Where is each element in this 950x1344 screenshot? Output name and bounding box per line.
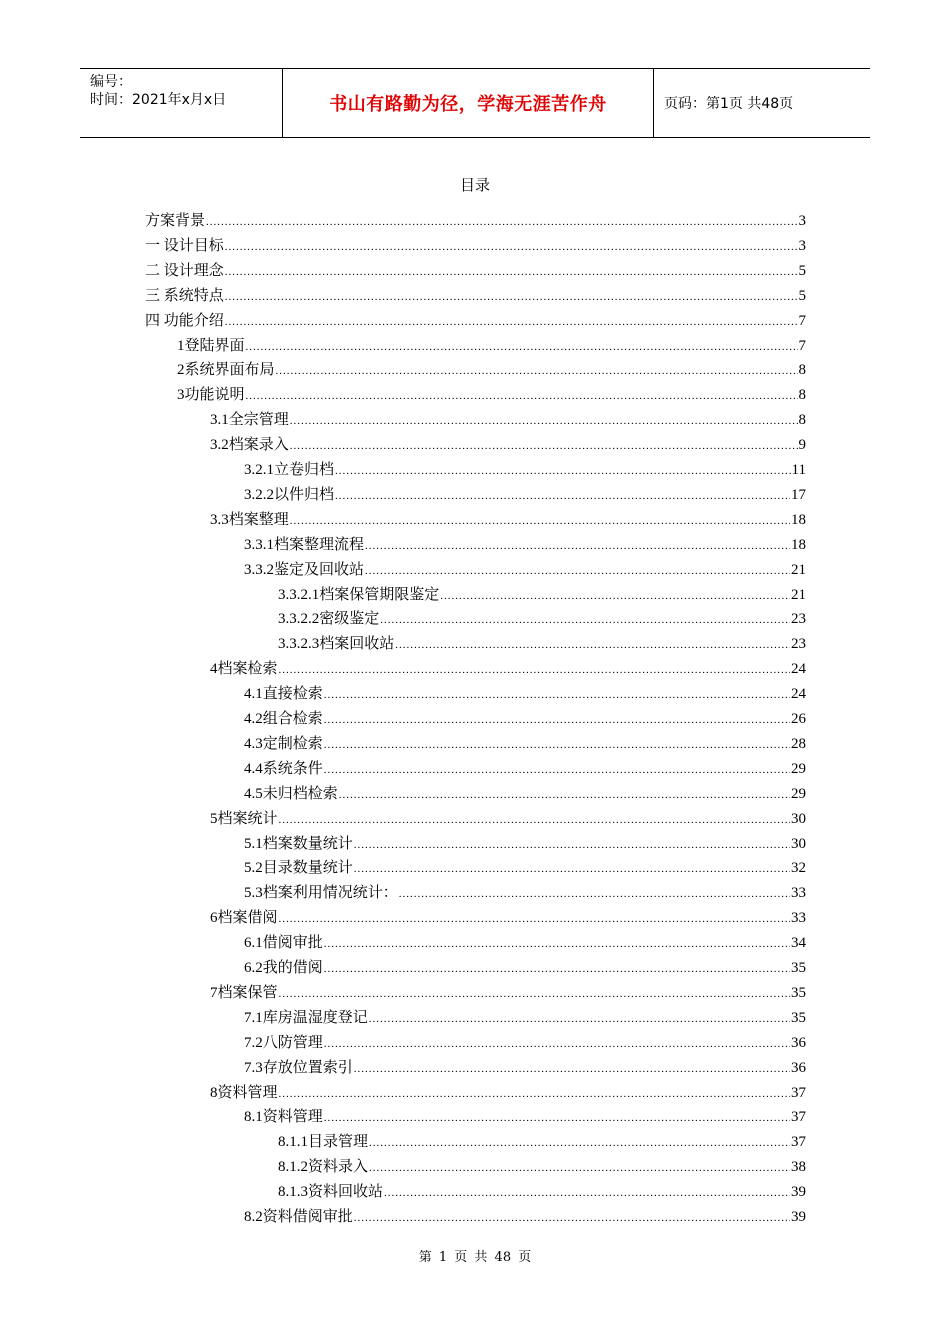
toc-entry-page: 8	[798, 387, 806, 404]
toc-leader-dots	[384, 1186, 790, 1201]
toc-entry-label: 8.1.3资料回收站	[278, 1184, 384, 1201]
toc-leader-dots	[395, 638, 790, 653]
toc-entry-page: 7	[798, 312, 806, 329]
toc-entry[interactable]	[210, 658, 806, 678]
toc-entry-label: 3.3.2.2密级鉴定	[278, 611, 380, 628]
toc-entry-page: 29	[791, 760, 806, 777]
toc-entry[interactable]	[145, 310, 806, 330]
toc-entry-label: 8.1.1目录管理	[278, 1134, 369, 1151]
toc-entry[interactable]	[244, 683, 806, 703]
toc-entry[interactable]	[244, 857, 806, 877]
toc-entry-label: 3.3.1档案整理流程	[244, 536, 365, 553]
toc-entry-label: 3.2.2以件归档	[244, 486, 335, 503]
toc-entry-page: 30	[791, 835, 806, 852]
toc-entry-label: 4.3定制检索	[244, 735, 323, 752]
toc-entry[interactable]	[244, 708, 806, 728]
toc-entry-page: 37	[791, 1134, 806, 1151]
toc-entry-page: 17	[791, 486, 806, 503]
toc-leader-dots	[246, 389, 798, 404]
toc-entry-label: 6.1借阅审批	[244, 935, 323, 952]
toc-entry[interactable]	[278, 1181, 806, 1201]
toc-entry[interactable]	[244, 1106, 806, 1126]
toc-entry[interactable]	[210, 1082, 806, 1102]
toc-entry-page: 29	[791, 785, 806, 802]
toc-entry-label: 4.4系统条件	[244, 760, 323, 777]
toc-entry[interactable]	[244, 758, 806, 778]
toc-leader-dots	[354, 1211, 790, 1226]
toc-leader-dots	[324, 1037, 790, 1052]
toc-entry-label: 4.5未归档检索	[244, 785, 338, 802]
toc-entry-page: 24	[791, 661, 806, 678]
toc-entry-label: 7.3存放位置索引	[244, 1059, 353, 1076]
toc-entry[interactable]	[244, 882, 806, 902]
toc-entry[interactable]	[244, 1206, 806, 1226]
toc-entry-page: 21	[791, 586, 806, 603]
toc-leader-dots	[225, 290, 798, 305]
toc-entry-label: 6.2我的借阅	[244, 960, 323, 976]
toc-entry-label: 3.3档案整理	[210, 511, 289, 528]
toc-entry[interactable]	[244, 1007, 806, 1027]
toc-entry[interactable]	[278, 1131, 806, 1151]
toc-entry-label: 3.3.2.3档案回收站	[278, 636, 395, 653]
toc-entry[interactable]	[244, 534, 806, 554]
toc-entry-page: 3	[798, 237, 806, 254]
toc-entry-page: 24	[791, 686, 806, 703]
document-number-label: 编号：	[90, 74, 132, 90]
toc-entry-label: 2系统界面布局	[177, 362, 275, 379]
toc-title: 目录	[459, 176, 490, 194]
toc-entry-page: 23	[791, 636, 806, 653]
toc-entry-label: 4.2组合检索	[244, 711, 323, 727]
toc-entry-page: 26	[791, 711, 806, 727]
toc-entry[interactable]	[210, 434, 806, 454]
toc-entry-page: 34	[791, 935, 806, 952]
toc-entry-label: 7档案保管	[210, 984, 278, 1001]
toc-entry[interactable]	[278, 633, 806, 653]
toc-leader-dots	[225, 240, 798, 255]
toc-entry-page: 36	[791, 1034, 806, 1051]
page-footer: 第 1 页 共 48 页	[418, 1250, 532, 1265]
toc-entry-page: 18	[791, 536, 806, 553]
toc-leader-dots	[324, 763, 790, 778]
toc-entry-page: 8	[798, 412, 806, 429]
toc-entry[interactable]	[145, 235, 806, 255]
header-meta	[80, 69, 282, 137]
toc-entry[interactable]	[278, 608, 806, 628]
toc-leader-dots	[335, 464, 791, 479]
toc-entry-page: 39	[791, 1209, 806, 1225]
toc-entry-label: 4.1直接检索	[244, 686, 323, 703]
toc-entry-page: 35	[791, 984, 806, 1001]
toc-leader-dots	[369, 1161, 790, 1176]
toc-entry-label: 3.1全宗管理	[210, 412, 289, 429]
toc-leader-dots	[279, 1087, 790, 1102]
page-header	[80, 68, 870, 138]
toc-entry-label: 8.1.2资料录入	[278, 1159, 369, 1176]
toc-entry[interactable]	[177, 335, 806, 355]
toc-leader-dots	[339, 788, 790, 803]
toc-leader-dots	[290, 414, 798, 429]
toc-leader-dots	[324, 688, 790, 703]
toc-entry[interactable]	[210, 808, 806, 828]
toc-leader-dots	[290, 514, 790, 529]
toc-entry[interactable]	[177, 384, 806, 404]
toc-leader-dots	[354, 838, 790, 853]
toc-entry-label: 二 设计理念	[145, 262, 224, 279]
toc-leader-dots	[246, 340, 798, 355]
toc-entry[interactable]	[244, 957, 806, 977]
toc-leader-dots	[365, 564, 790, 579]
toc-leader-dots	[225, 315, 798, 330]
toc-entry-label: 3.3.2鉴定及回收站	[244, 561, 365, 578]
toc-entry-page: 37	[791, 1084, 806, 1101]
toc-leader-dots	[279, 813, 790, 828]
toc-entry-page: 5	[798, 287, 806, 304]
toc-leader-dots	[279, 987, 790, 1002]
header-motto: 书山有路勤为径，学海无涯苦作舟	[282, 69, 654, 137]
toc-entry[interactable]	[244, 932, 806, 952]
toc-entry-label: 8.2资料借阅审批	[244, 1209, 353, 1225]
toc-entry[interactable]	[244, 1057, 806, 1077]
toc-leader-dots	[324, 1111, 790, 1126]
toc-entry-page: 11	[791, 462, 806, 478]
toc-entry-page: 7	[798, 337, 806, 354]
toc-entry-page: 37	[791, 1109, 806, 1126]
toc-entry-page: 38	[791, 1159, 806, 1176]
toc-leader-dots	[324, 937, 790, 952]
toc-entry-page: 32	[791, 860, 806, 877]
toc-entry[interactable]	[244, 484, 806, 504]
toc-entry[interactable]	[210, 509, 806, 529]
toc-entry[interactable]	[210, 982, 806, 1002]
toc-leader-dots	[354, 862, 790, 877]
toc-entry-page: 30	[791, 810, 806, 827]
toc-leader-dots	[369, 1012, 790, 1027]
toc-leader-dots	[225, 265, 798, 280]
toc-entry[interactable]	[244, 733, 806, 753]
toc-leader-dots	[354, 1062, 790, 1077]
toc-entry[interactable]	[210, 409, 806, 429]
toc-leader-dots	[440, 589, 790, 604]
toc-leader-dots	[324, 713, 790, 728]
toc-entry-label: 3.2.1立卷归档	[244, 462, 335, 478]
document-time: 时间：2021年x月x日	[90, 92, 227, 108]
toc-entry-label: 3功能说明	[177, 387, 245, 404]
toc-entry-label: 8资料管理	[210, 1084, 278, 1101]
toc-entry-label: 6档案借阅	[210, 910, 278, 927]
toc-leader-dots	[279, 912, 790, 927]
toc-entry-page: 9	[798, 437, 806, 454]
toc-entry[interactable]	[278, 1156, 806, 1176]
toc-entry-label: 方案背景	[145, 213, 206, 229]
toc-entry[interactable]	[177, 359, 806, 379]
toc-entry[interactable]	[210, 907, 806, 927]
header-page-info: 页码：第1页 共48页	[664, 96, 794, 112]
toc-leader-dots	[324, 738, 790, 753]
toc-entry-label: 8.1资料管理	[244, 1109, 323, 1126]
toc-leader-dots	[276, 364, 798, 379]
toc-entry-page: 8	[798, 362, 806, 379]
toc-entry[interactable]	[145, 260, 806, 280]
toc-entry-label: 1登陆界面	[177, 337, 245, 354]
toc-entry-page: 5	[798, 262, 806, 279]
toc-entry-page: 28	[791, 735, 806, 752]
toc-entry[interactable]	[244, 783, 806, 803]
toc-entry-label: 一 设计目标	[145, 237, 224, 254]
toc-entry-page: 3	[798, 213, 806, 229]
toc-entry-label: 5.1档案数量统计	[244, 835, 353, 852]
toc-entry-label: 7.2八防管理	[244, 1034, 323, 1051]
toc-entry[interactable]	[244, 1032, 806, 1052]
toc-entry-page: 18	[791, 511, 806, 528]
toc-entry-page: 36	[791, 1059, 806, 1076]
toc-entry-label: 3.3.2.1档案保管期限鉴定	[278, 586, 440, 603]
toc-entry-page: 39	[791, 1184, 806, 1201]
toc-leader-dots	[335, 489, 790, 504]
toc-entry[interactable]	[244, 559, 806, 579]
toc-leader-dots	[399, 887, 790, 902]
toc-entry-label: 4档案检索	[210, 661, 278, 678]
toc-entry-label: 7.1库房温湿度登记	[244, 1009, 368, 1026]
toc-entry[interactable]	[244, 833, 806, 853]
toc-entry-page: 35	[791, 960, 806, 976]
toc-entry[interactable]	[145, 285, 806, 305]
toc-entry-page: 33	[791, 910, 806, 927]
toc-leader-dots	[279, 663, 790, 678]
toc-leader-dots	[206, 215, 797, 230]
toc-entry[interactable]	[145, 210, 806, 230]
toc-entry[interactable]	[278, 584, 806, 604]
toc-entry-label: 3.2档案录入	[210, 437, 289, 454]
toc-leader-dots	[365, 539, 790, 554]
toc-entry-label: 四 功能介绍	[145, 312, 224, 329]
toc-entry-label: 5档案统计	[210, 810, 278, 827]
toc-entry-page: 33	[791, 885, 806, 902]
toc-entry[interactable]	[244, 459, 806, 479]
toc-entry-label: 5.2目录数量统计	[244, 860, 353, 877]
toc-entry-label: 5.3档案利用情况统计：	[244, 885, 398, 902]
toc-entry-page: 23	[791, 611, 806, 628]
toc-leader-dots	[324, 962, 790, 977]
toc-leader-dots	[290, 439, 798, 454]
toc-leader-dots	[369, 1136, 790, 1151]
toc-entry-page: 21	[791, 561, 806, 578]
toc-entry-page: 35	[791, 1009, 806, 1026]
toc-entry-label: 三 系统特点	[145, 287, 224, 304]
toc-leader-dots	[380, 613, 790, 628]
